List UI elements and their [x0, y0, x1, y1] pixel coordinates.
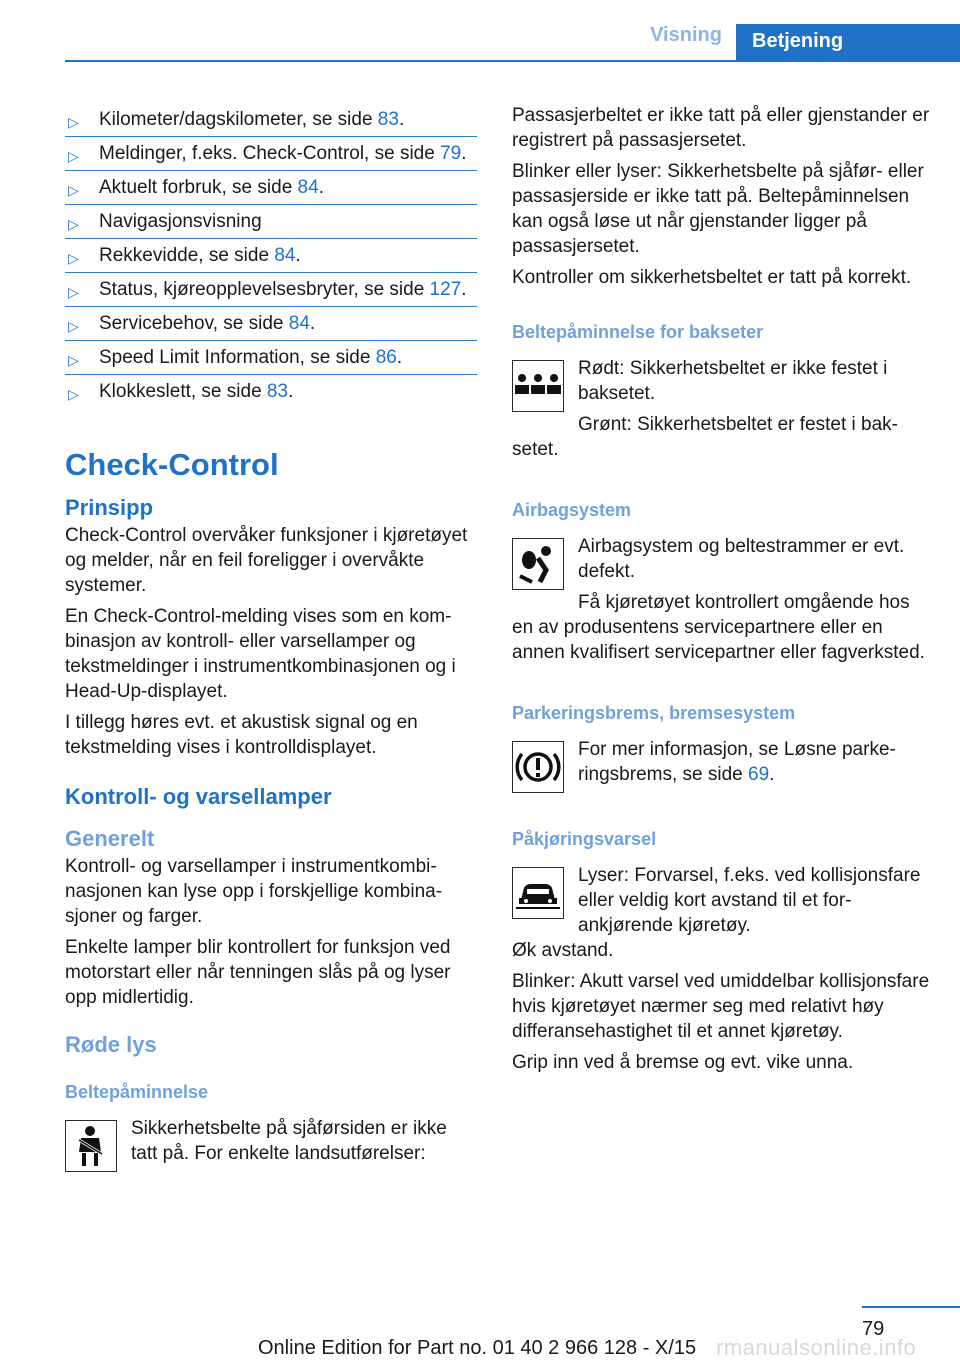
list-item: ▷ Kilometer/dagskilometer, se side 83. [65, 103, 477, 137]
list-item: ▷ Status, kjøreopplevelsesbryter, se side 127. [65, 273, 477, 307]
bullet-list [65, 103, 477, 408]
brake-warning-icon [512, 741, 564, 793]
list-item: ▷ Navigasjonsvisning [65, 205, 477, 239]
icon-paragraph: Airbagsystem og beltestrammer er evt. defekt. Få kjøretøyet kontrollert omgående hos en av produsentens servicepartnere eller en annen kvalifisert servicepartner eller fagverksted. [512, 536, 925, 663]
paragraph: Blinker: Akutt varsel ved umiddelbar kollisjonsfare hvis kjøretøyet nærmer seg med relativt høy differansehastighet til et annet kjøretøy. [512, 971, 930, 1042]
heading-rode-lys: Røde lys [65, 1032, 157, 1057]
page-link[interactable]: 86 [375, 347, 397, 368]
heading-parkeringsbrems: Parkeringsbrems, bremsesystem [512, 703, 796, 723]
triangle-bullet-icon: ▷ [68, 250, 79, 266]
list-item: ▷ Rekkevidde, se side 84. [65, 239, 477, 273]
page-link[interactable]: 127 [429, 279, 462, 300]
paragraph: Blinker eller lyser: Sikkerhetsbelte på sjåfør- eller passasjerside er ikke tatt på. Beltepåminnelsen kan også løse ut når gjenstander ligger på passasjersetet. [512, 161, 924, 257]
paragraph: Kontroll- og varsellamper i instrumentkombinasjonen kan lyse opp i forskjellige kombinasjoner og farger. [65, 856, 443, 927]
triangle-bullet-icon: ▷ [68, 352, 79, 368]
paragraph: Enkelte lamper blir kontrollert for funksjon ved motorstart eller når tenningen slås på og lyser opp midlertidig. [65, 937, 451, 1008]
page-number: 79 [862, 1318, 885, 1340]
page-link[interactable]: 84 [288, 313, 310, 334]
paragraph: Øk avstand. [512, 940, 614, 961]
subsection-kontroll: Kontroll- og varsellamper [65, 784, 332, 809]
subsection-prinsipp: Prinsipp [65, 495, 154, 520]
tab-betjening[interactable]: Betjening [736, 24, 960, 61]
icon-paragraph: Rødt: Sikkerhetsbeltet er ikke festet i baksetet. Grønt: Sikkerhetsbeltet er festet i baksetet. [512, 358, 898, 460]
footer-rule [862, 1306, 960, 1308]
page-link[interactable]: 79 [440, 143, 462, 164]
heading-beltepaminnelse: Beltepåminnelse [65, 1082, 209, 1102]
paragraph: Passasjerbeltet er ikke tatt på eller gjenstander er registrert på passasjersetet. [512, 105, 930, 151]
list-item: ▷ Klokkeslett, se side 83. [65, 375, 477, 408]
triangle-bullet-icon: ▷ [68, 318, 79, 334]
left-column [65, 103, 477, 1176]
tab-visning[interactable]: Visning [650, 24, 722, 46]
right-column [512, 103, 932, 1081]
icon-paragraph: Lyser: Forvarsel, f.eks. ved kollisjonsfare eller veldig kort avstand til et forankjørende kjøretøy. [512, 863, 932, 938]
rear-seatbelt-icon [512, 360, 564, 412]
page-link[interactable]: 84 [297, 177, 319, 198]
page-link[interactable]: 83 [266, 381, 289, 402]
paragraph: En Check-Control-melding vises som en kombinasjon av kontroll- eller varsellamper og tekstmeldinger i instrumentkombinasjonen og i Head-Up-displayet. [65, 606, 456, 702]
triangle-bullet-icon: ▷ [68, 216, 79, 232]
heading-pakjoringsvarsel: Påkjøringsvarsel [512, 829, 657, 849]
triangle-bullet-icon: ▷ [68, 284, 79, 300]
heading-bakseter: Beltepåminnelse for bakseter [512, 322, 764, 342]
seatbelt-icon [65, 1120, 117, 1172]
watermark: rmanualsonline.info [716, 1335, 917, 1360]
list-item: ▷ Aktuelt forbruk, se side 84. [65, 171, 477, 205]
icon-paragraph: For mer informasjon, se Løsne parkeringsbrems, se side 69. [512, 737, 932, 797]
page-link[interactable]: 84 [274, 245, 296, 266]
paragraph: Grip inn ved å bremse og evt. vike unna. [512, 1052, 854, 1073]
list-item: ▷ Meldinger, f.eks. Check-Control, se side 79. [65, 137, 477, 171]
page-link[interactable]: 69 [748, 764, 770, 785]
page-link[interactable]: 83 [377, 109, 399, 130]
paragraph: Kontroller om sikkerhetsbeltet er tatt på korrekt. [512, 267, 912, 288]
heading-generelt: Generelt [65, 826, 155, 851]
icon-paragraph: Sikkerhetsbelte på sjåførsiden er ikke tatt på. For enkelte landsutførelser: [65, 1116, 477, 1176]
edition-note: Online Edition for Part no. 01 40 2 966 128 - X/15 [258, 1337, 697, 1359]
list-item: ▷ Speed Limit Information, se side 86. [65, 341, 477, 375]
triangle-bullet-icon: ▷ [68, 148, 79, 164]
triangle-bullet-icon: ▷ [68, 114, 79, 130]
triangle-bullet-icon: ▷ [68, 182, 79, 198]
paragraph: Check-Control overvåker funksjoner i kjøretøyet og melder, når en feil foreligger i overvåkte systemer. [65, 525, 468, 596]
collision-warning-icon [512, 867, 564, 919]
airbag-icon [512, 538, 564, 590]
section-title: Check-Control [65, 447, 279, 482]
heading-airbagsystem: Airbagsystem [512, 500, 632, 520]
triangle-bullet-icon: ▷ [68, 386, 79, 402]
list-item: ▷ Servicebehov, se side 84. [65, 307, 477, 341]
paragraph: I tillegg høres evt. et akustisk signal og en tekstmelding vises i kontrolldisplayet. [65, 712, 418, 758]
